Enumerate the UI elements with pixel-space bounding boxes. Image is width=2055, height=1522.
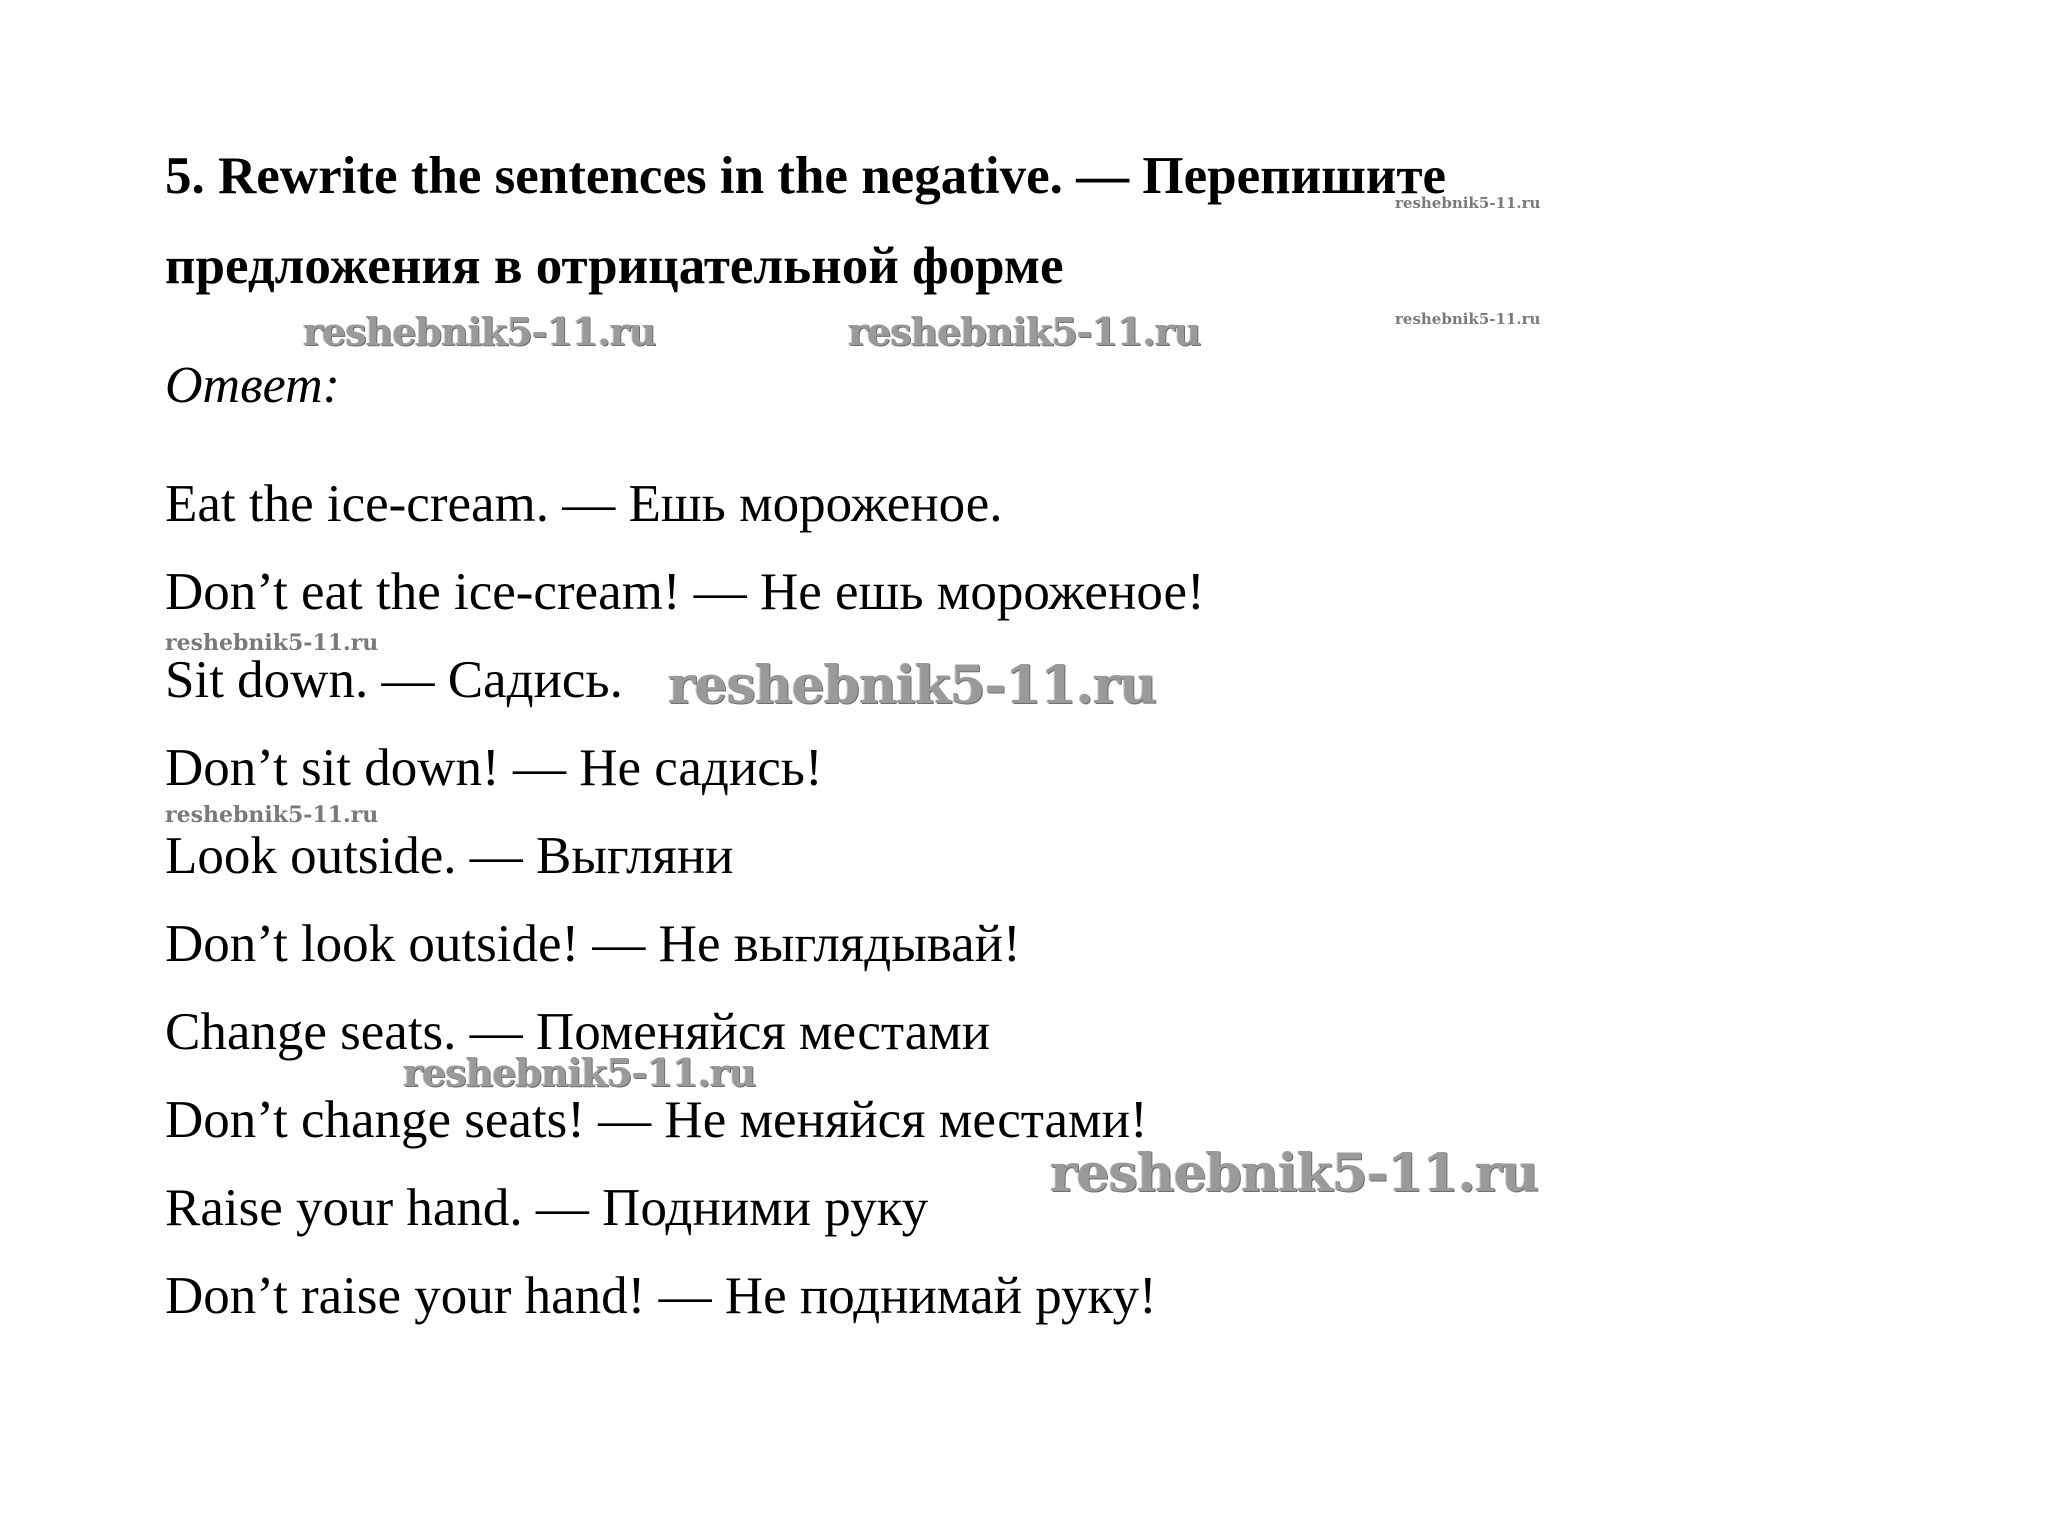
- sentence-10: Don’t raise your hand! — Не поднимай руку!: [165, 1267, 1157, 1325]
- sentence-1: Eat the ice-cream. — Ешь мороженое.: [165, 475, 1003, 533]
- watermark: reshebnik5-11.ru: [403, 1050, 756, 1095]
- sentence-2: Don’t eat the ice-cream! — Не ешь мороженое!: [165, 563, 1205, 621]
- sentence-3: Sit down. — Садись.: [165, 651, 623, 709]
- sentence-5: Look outside. — Выгляни: [165, 827, 734, 885]
- watermark: reshebnik5-11.ru: [1395, 310, 1541, 328]
- watermark: reshebnik5-11.ru: [1050, 1143, 1539, 1204]
- answer-label: Ответ:: [165, 357, 340, 414]
- watermark: reshebnik5-11.ru: [165, 802, 379, 828]
- watermark: reshebnik5-11.ru: [668, 655, 1157, 716]
- exercise-heading-line-1: 5. Rewrite the sentences in the negative. — Перепишите: [165, 147, 1447, 205]
- watermark: reshebnik5-11.ru: [848, 309, 1201, 354]
- sentence-6: Don’t look outside! — Не выглядывай!: [165, 915, 1021, 973]
- sentence-7: Change seats. — Поменяйся местами: [165, 1003, 991, 1061]
- sentence-8: Don’t change seats! — Не меняйся местами!: [165, 1091, 1148, 1149]
- exercise-heading-line-2: предложения в отрицательной форме: [165, 237, 1064, 295]
- watermark: reshebnik5-11.ru: [303, 309, 656, 354]
- sentence-4: Don’t sit down! — Не садись!: [165, 739, 823, 797]
- watermark: reshebnik5-11.ru: [1395, 194, 1541, 212]
- watermark: reshebnik5-11.ru: [165, 630, 379, 656]
- sentence-9: Raise your hand. — Подними руку: [165, 1179, 929, 1237]
